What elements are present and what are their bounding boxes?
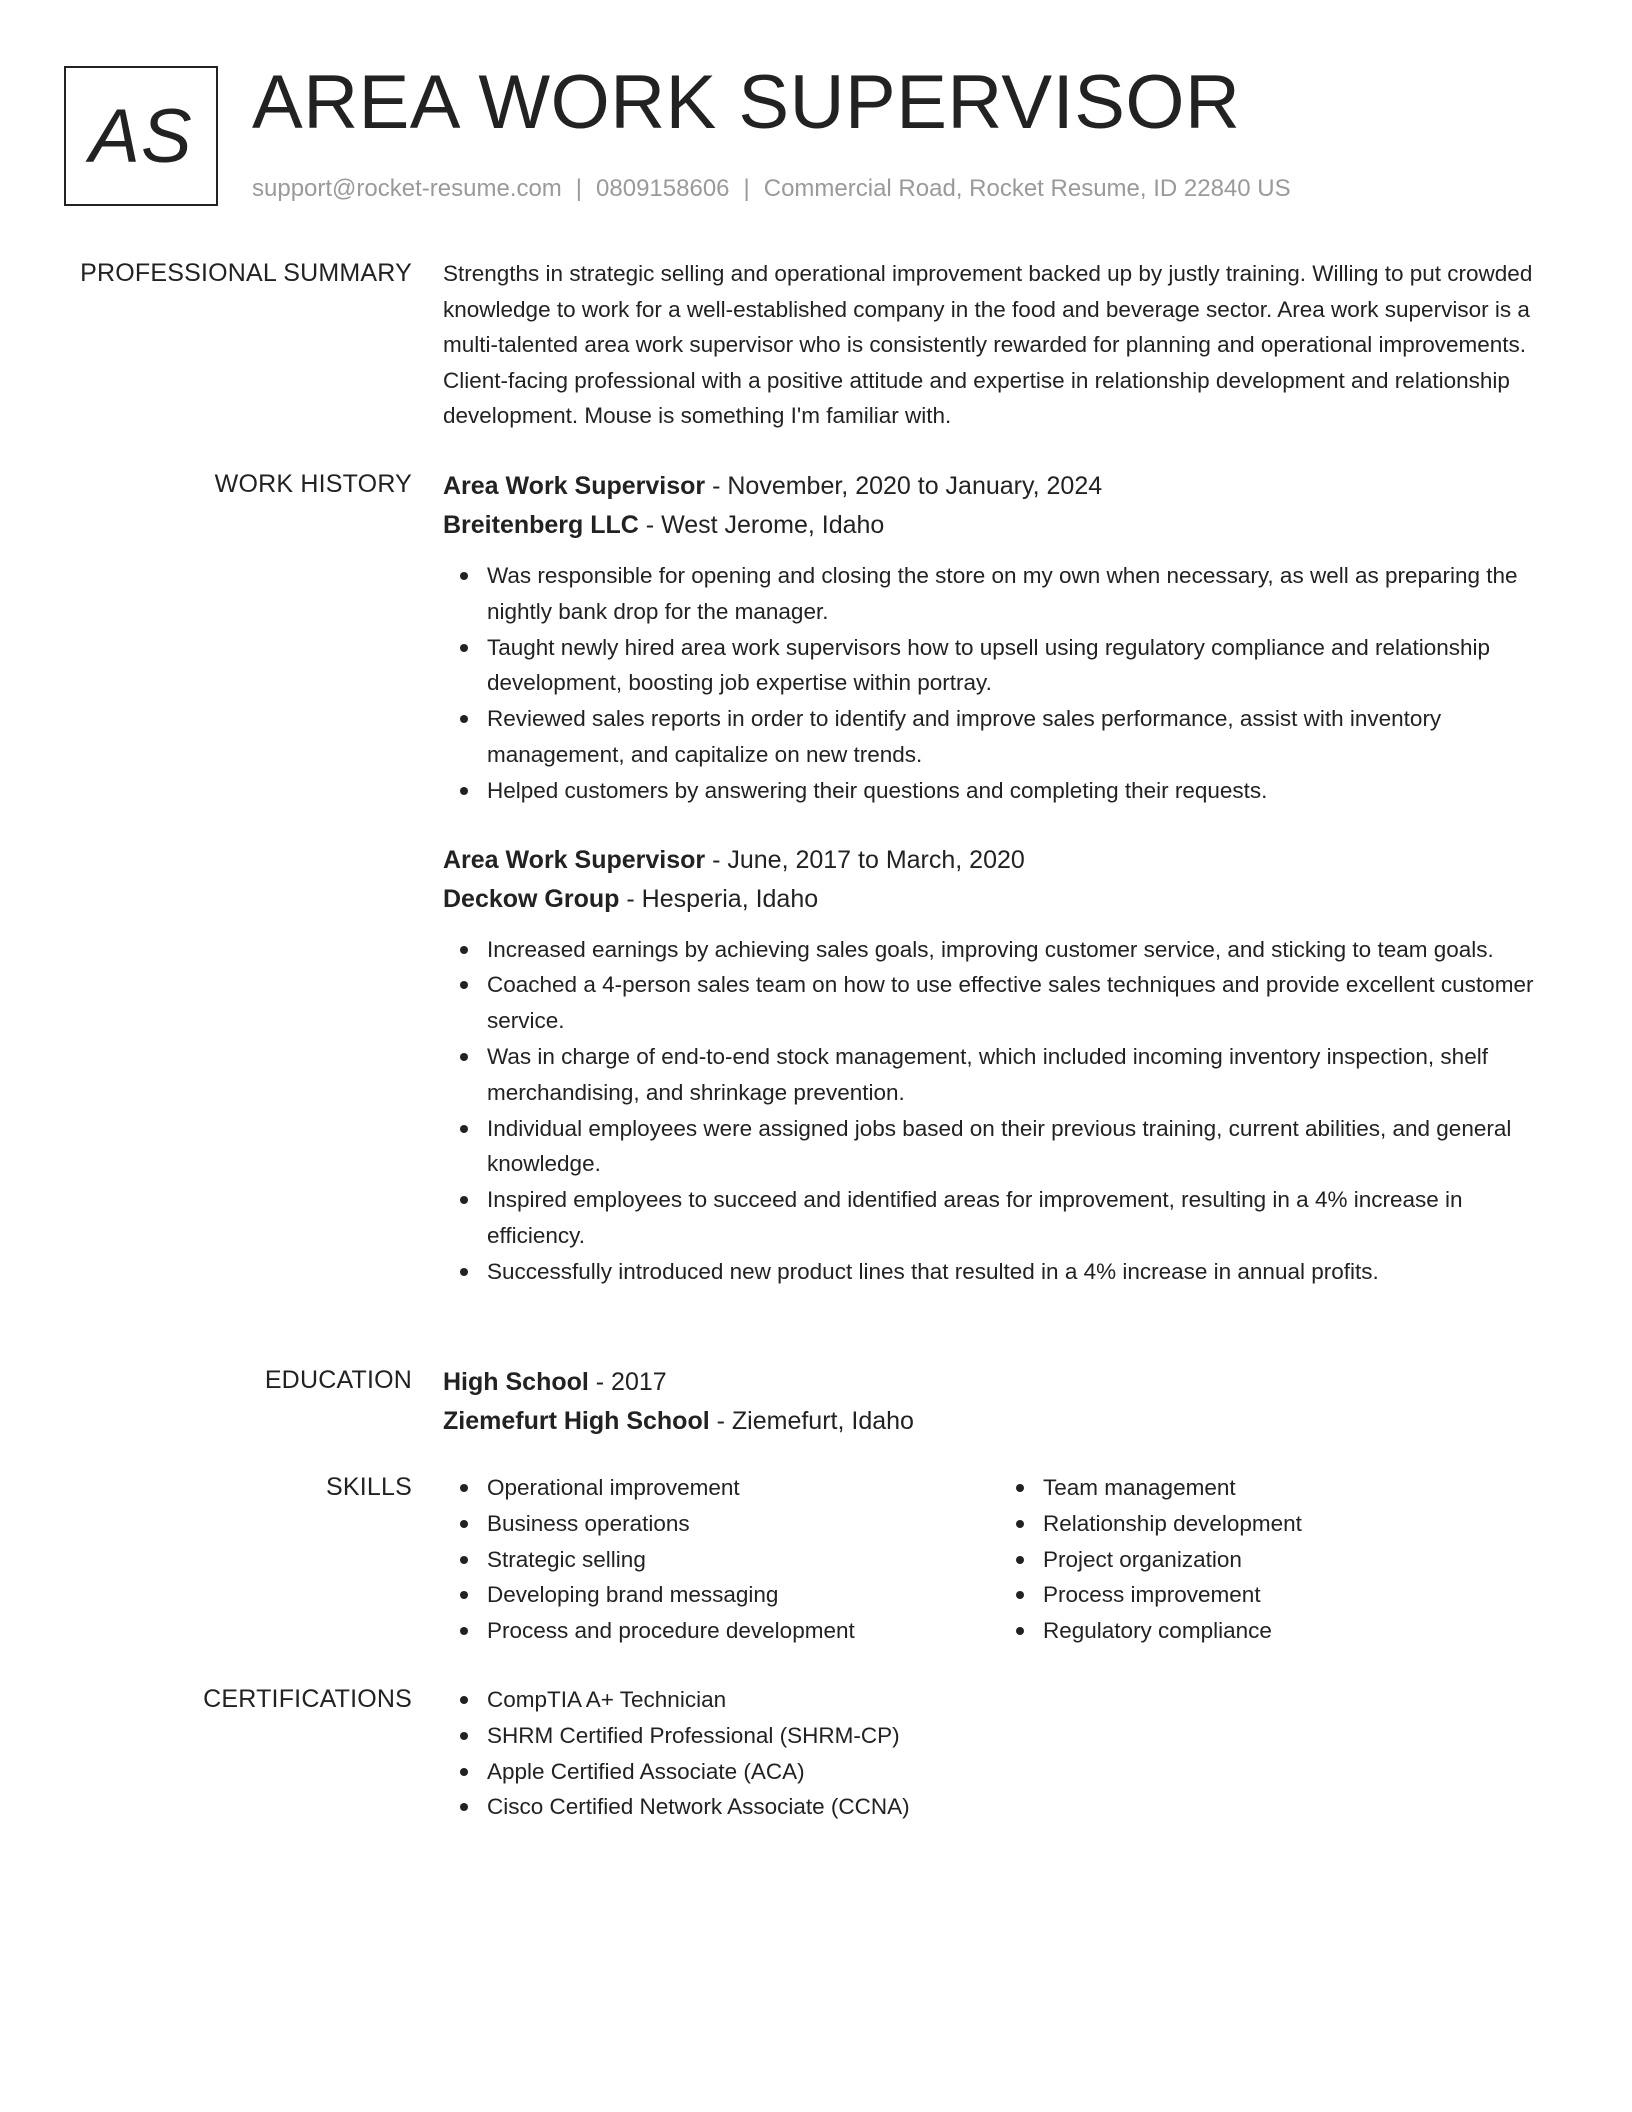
job-bullet: Inspired employees to succeed and identified areas for improvement, resulting in a 4% increase in efficiency. <box>487 1182 1555 1254</box>
job-company-line <box>443 880 1555 918</box>
job-company: Breitenberg LLC <box>443 511 639 539</box>
section-heading-work-history: WORK HISTORY <box>214 470 412 498</box>
job-title-line <box>443 467 1555 505</box>
job-bullet: Coached a 4-person sales team on how to use effective sales techniques and provide excellent customer service. <box>487 967 1555 1039</box>
skills-column-2 <box>999 1470 1555 1649</box>
job-title-line <box>443 841 1555 879</box>
contact-phone[interactable]: 0809158606 <box>596 175 730 202</box>
contact-separator: | <box>575 175 583 202</box>
job-dates: - November, 2020 to January, 2024 <box>705 472 1103 500</box>
section-heading-summary: PROFESSIONAL SUMMARY <box>80 259 412 287</box>
skill-item: Process improvement <box>1043 1577 1555 1613</box>
education-degree-line <box>443 1363 1555 1401</box>
skill-item: Strategic selling <box>487 1542 999 1578</box>
contact-email[interactable]: support@rocket-resume.com <box>252 175 562 202</box>
job-bullet: Taught newly hired area work supervisors how to upsell using regulatory compliance and relationship development, boosting job expertise within portray. <box>487 630 1555 702</box>
section-heading-skills: SKILLS <box>326 1473 412 1501</box>
skill-item: Relationship development <box>1043 1506 1555 1542</box>
section-heading-education: EDUCATION <box>264 1366 412 1394</box>
summary-text: Strengths in strategic selling and operational improvement backed up by justly training. Willing to put crowded knowledge to work for a well-established company in the food and beverage sector. Area work supervisor is a multi-talented area work supervisor who is consistently rewarded for planning and operational improvements. Client-facing professional with a positive attitude and expertise in relationship development and relationship development. Mouse is something I'm familiar with. <box>443 261 1533 429</box>
job-location: - Hesperia, Idaho <box>619 884 819 913</box>
education-school-line <box>443 1402 1555 1440</box>
education-location: - Ziemefurt, Idaho <box>709 1407 914 1435</box>
education-degree: High School <box>443 1368 589 1396</box>
skill-item: Regulatory compliance <box>1043 1613 1555 1649</box>
skill-item: Project organization <box>1043 1542 1555 1578</box>
certification-item: CompTIA A+ Technician <box>487 1682 1555 1718</box>
job-entry <box>443 841 1555 1290</box>
job-bullet: Increased earnings by achieving sales goals, improving customer service, and sticking to team goals. <box>487 932 1555 968</box>
job-bullet: Helped customers by answering their questions and completing their requests. <box>487 773 1555 809</box>
education-school: Ziemefurt High School <box>443 1407 710 1435</box>
job-entry <box>443 467 1555 809</box>
job-bullet: Individual employees were assigned jobs based on their previous training, current abilities, and general knowledge. <box>487 1111 1555 1183</box>
skill-item: Team management <box>1043 1470 1555 1506</box>
job-bullet: Was responsible for opening and closing the store on my own when necessary, as well as preparing the nightly bank drop for the manager. <box>487 558 1555 630</box>
certification-item: Cisco Certified Network Associate (CCNA) <box>487 1789 1555 1825</box>
job-location: - West Jerome, Idaho <box>638 511 885 539</box>
job-bullet: Was in charge of end-to-end stock management, which included incoming inventory inspection, shelf merchandising, and shrinkage prevention. <box>487 1039 1555 1111</box>
job-bullet: Successfully introduced new product lines that resulted in a 4% increase in annual profits. <box>487 1254 1555 1290</box>
contact-address: Commercial Road, Rocket Resume, ID 22840 US <box>763 175 1291 202</box>
skill-item: Business operations <box>487 1506 999 1542</box>
skill-item: Process and procedure development <box>487 1613 999 1649</box>
contact-separator: | <box>743 175 750 202</box>
skills-column-1 <box>443 1470 999 1649</box>
job-bullet: Reviewed sales reports in order to identify and improve sales performance, assist with inventory management, and capitalize on new trends. <box>487 701 1555 773</box>
certification-item: SHRM Certified Professional (SHRM-CP) <box>487 1718 1555 1754</box>
section-heading-certifications: CERTIFICATIONS <box>203 1685 412 1713</box>
job-bullets <box>443 932 1555 1290</box>
certification-item: Apple Certified Associate (ACA) <box>487 1754 1555 1790</box>
candidate-title: AREA WORK SUPERVISOR <box>252 60 1241 145</box>
job-bullets <box>443 558 1555 809</box>
monogram-logo: AS <box>64 66 218 206</box>
job-company: Deckow Group <box>443 884 620 913</box>
skill-item: Developing brand messaging <box>487 1577 999 1613</box>
job-title: Area Work Supervisor <box>443 472 706 500</box>
job-title: Area Work Supervisor <box>443 845 706 874</box>
job-company-line <box>443 506 1555 544</box>
certification-list <box>443 1682 1555 1825</box>
contact-line <box>252 172 1291 206</box>
job-dates: - June, 2017 to March, 2020 <box>705 845 1025 874</box>
education-year: - 2017 <box>588 1368 667 1396</box>
skill-item: Operational improvement <box>487 1470 999 1506</box>
